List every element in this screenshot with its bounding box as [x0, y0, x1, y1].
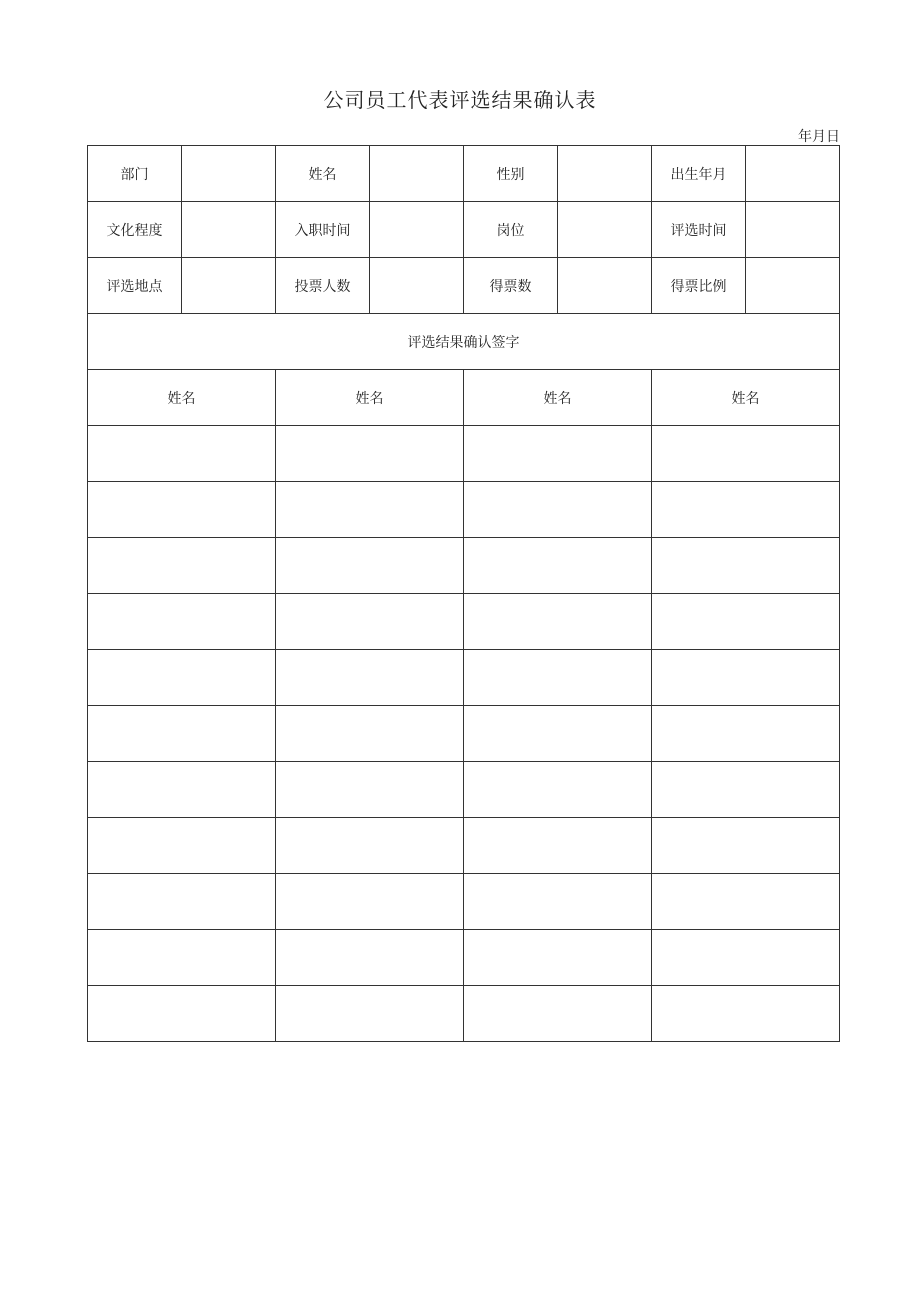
label-cell: 评选地点: [88, 258, 182, 314]
signature-cell[interactable]: [652, 426, 840, 482]
value-cell[interactable]: [182, 146, 276, 202]
signature-cell[interactable]: [464, 818, 652, 874]
signature-cell[interactable]: [464, 650, 652, 706]
signature-cell[interactable]: [276, 930, 464, 986]
date-label: 年月日: [798, 129, 840, 145]
signature-cell[interactable]: [464, 930, 652, 986]
signature-cell[interactable]: [652, 986, 840, 1042]
value-cell[interactable]: [558, 202, 652, 258]
signature-cell[interactable]: [276, 706, 464, 762]
info-row: [88, 258, 840, 314]
signature-rows: [88, 426, 840, 1042]
label-cell: 得票数: [464, 258, 558, 314]
signature-header-cell: 姓名: [464, 370, 652, 426]
signature-cell[interactable]: [88, 538, 276, 594]
signature-cell[interactable]: [276, 986, 464, 1042]
signature-cell[interactable]: [88, 426, 276, 482]
signature-cell[interactable]: [464, 706, 652, 762]
signature-cell[interactable]: [464, 594, 652, 650]
signature-header-row: [88, 370, 840, 426]
label-cell: 入职时间: [276, 202, 370, 258]
label-cell: 部门: [88, 146, 182, 202]
signature-cell[interactable]: [276, 426, 464, 482]
label-cell: 出生年月: [652, 146, 746, 202]
signature-cell[interactable]: [464, 874, 652, 930]
signature-row: [88, 762, 840, 818]
label-cell: 评选时间: [652, 202, 746, 258]
signature-cell[interactable]: [652, 650, 840, 706]
signature-row: [88, 706, 840, 762]
label-cell: 性别: [464, 146, 558, 202]
signature-cell[interactable]: [276, 762, 464, 818]
value-cell[interactable]: [182, 258, 276, 314]
signature-cell[interactable]: [276, 818, 464, 874]
signature-cell[interactable]: [652, 874, 840, 930]
value-cell[interactable]: [746, 258, 840, 314]
value-cell[interactable]: [746, 202, 840, 258]
confirmation-form-table: [87, 145, 840, 1042]
signature-section-row: [88, 314, 840, 370]
signature-cell[interactable]: [276, 594, 464, 650]
signature-cell[interactable]: [88, 762, 276, 818]
signature-cell[interactable]: [652, 818, 840, 874]
signature-cell[interactable]: [88, 818, 276, 874]
signature-cell[interactable]: [652, 706, 840, 762]
signature-cell[interactable]: [652, 482, 840, 538]
info-row: [88, 202, 840, 258]
signature-cell[interactable]: [464, 762, 652, 818]
label-cell: 投票人数: [276, 258, 370, 314]
label-cell: 文化程度: [88, 202, 182, 258]
signature-cell[interactable]: [88, 874, 276, 930]
value-cell[interactable]: [182, 202, 276, 258]
signature-cell[interactable]: [276, 538, 464, 594]
signature-cell[interactable]: [88, 650, 276, 706]
signature-cell[interactable]: [652, 594, 840, 650]
signature-cell[interactable]: [464, 482, 652, 538]
signature-cell[interactable]: [88, 482, 276, 538]
label-cell: 姓名: [276, 146, 370, 202]
signature-cell[interactable]: [88, 930, 276, 986]
signature-header-cell: 姓名: [652, 370, 840, 426]
signature-header-cell: 姓名: [276, 370, 464, 426]
value-cell[interactable]: [558, 146, 652, 202]
signature-cell[interactable]: [88, 706, 276, 762]
signature-row: [88, 426, 840, 482]
signature-row: [88, 594, 840, 650]
signature-cell[interactable]: [652, 762, 840, 818]
signature-cell[interactable]: [652, 930, 840, 986]
value-cell[interactable]: [558, 258, 652, 314]
label-cell: 得票比例: [652, 258, 746, 314]
signature-row: [88, 986, 840, 1042]
signature-cell[interactable]: [88, 986, 276, 1042]
signature-row: [88, 818, 840, 874]
signature-section-title: 评选结果确认签字: [88, 314, 840, 370]
signature-cell[interactable]: [88, 594, 276, 650]
signature-cell[interactable]: [276, 874, 464, 930]
signature-cell[interactable]: [464, 538, 652, 594]
signature-row: [88, 930, 840, 986]
signature-row: [88, 874, 840, 930]
page-title: 公司员工代表评选结果确认表: [323, 88, 597, 112]
signature-cell[interactable]: [464, 986, 652, 1042]
value-cell[interactable]: [370, 202, 464, 258]
signature-cell[interactable]: [276, 482, 464, 538]
signature-row: [88, 482, 840, 538]
signature-cell[interactable]: [652, 538, 840, 594]
value-cell[interactable]: [370, 146, 464, 202]
signature-header-cell: 姓名: [88, 370, 276, 426]
signature-cell[interactable]: [464, 426, 652, 482]
signature-row: [88, 650, 840, 706]
signature-cell[interactable]: [276, 650, 464, 706]
value-cell[interactable]: [746, 146, 840, 202]
info-row: [88, 146, 840, 202]
label-cell: 岗位: [464, 202, 558, 258]
signature-row: [88, 538, 840, 594]
value-cell[interactable]: [370, 258, 464, 314]
